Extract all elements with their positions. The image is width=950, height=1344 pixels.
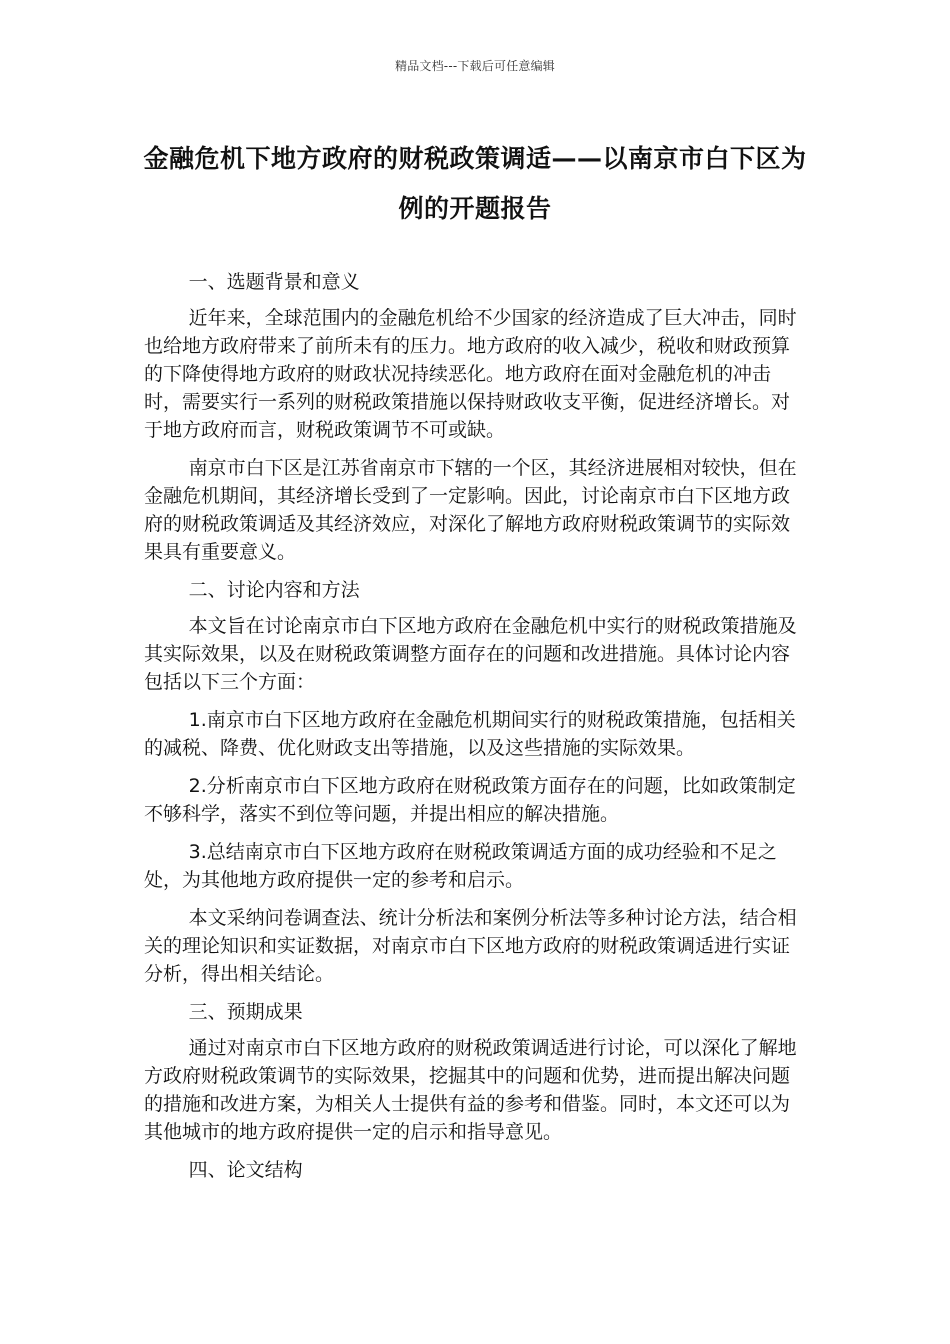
list-item-2: 2.分析南京市白下区地方政府在财税政策方面存在的问题，比如政策制定不够科学，落实不到位等问题，并提出相应的解决措施。 xyxy=(144,775,796,825)
paragraph-content-intro: 本文旨在讨论南京市白下区地方政府在金融危机中实行的财税政策措施及其实际效果，以及在财税政策调整方面存在的问题和改进措施。具体讨论内容包括以下三个方面： xyxy=(144,615,797,693)
header-note: 精品文档---下载后可任意编辑 xyxy=(395,59,555,73)
paragraph-background-1: 近年来，全球范围内的金融危机给不少国家的经济造成了巨大冲击，同时也给地方政府带来了前所未有的压力。地方政府的收入减少，税收和财政预算的下降使得地方政府的财政状况持续恶化。地方政府在面对金融危机的冲击时，需要实行一系列的财税政策措施以保持财政收支平衡，促进经济增长。对于地方政府而言，财税政策调节不可或缺。 xyxy=(144,307,797,441)
paragraph-expected-results: 通过对南京市白下区地方政府的财税政策调适进行讨论，可以深化了解地方政府财税政策调节的实际效果，挖掘其中的问题和优势，进而提出解决问题的措施和改进方案，为相关人士提供有益的参考和借鉴。同时，本文还可以为其他城市的地方政府提供一定的启示和指导意见。 xyxy=(144,1037,797,1143)
section-heading-structure: 四、论文结构 xyxy=(188,1159,303,1181)
section-heading-expected-results: 三、预期成果 xyxy=(188,1001,303,1023)
document-body xyxy=(144,268,806,1192)
list-item-1: 1.南京市白下区地方政府在金融危机期间实行的财税政策措施，包括相关的减税、降费、优化财政支出等措施，以及这些措施的实际效果。 xyxy=(144,709,796,759)
paragraph-background-2: 南京市白下区是江苏省南京市下辖的一个区，其经济进展相对较快，但在金融危机期间，其经济增长受到了一定影响。因此，讨论南京市白下区地方政府的财税政策调适及其经济效应，对深化了解地方政府财税政策调节的实际效果具有重要意义。 xyxy=(144,457,797,563)
list-item-3: 3.总结南京市白下区地方政府在财税政策调适方面的成功经验和不足之处，为其他地方政府提供一定的参考和启示。 xyxy=(144,841,777,891)
section-heading-background: 一、选题背景和意义 xyxy=(188,271,360,293)
paragraph-method: 本文采纳问卷调查法、统计分析法和案例分析法等多种讨论方法，结合相关的理论知识和实证数据，对南京市白下区地方政府的财税政策调适进行实证分析，得出相关结论。 xyxy=(144,907,797,985)
section-heading-content-method: 二、讨论内容和方法 xyxy=(188,579,360,601)
document-title: 金融危机下地方政府的财税政策调适——以南京市白下区为例的开题报告 xyxy=(143,144,807,223)
